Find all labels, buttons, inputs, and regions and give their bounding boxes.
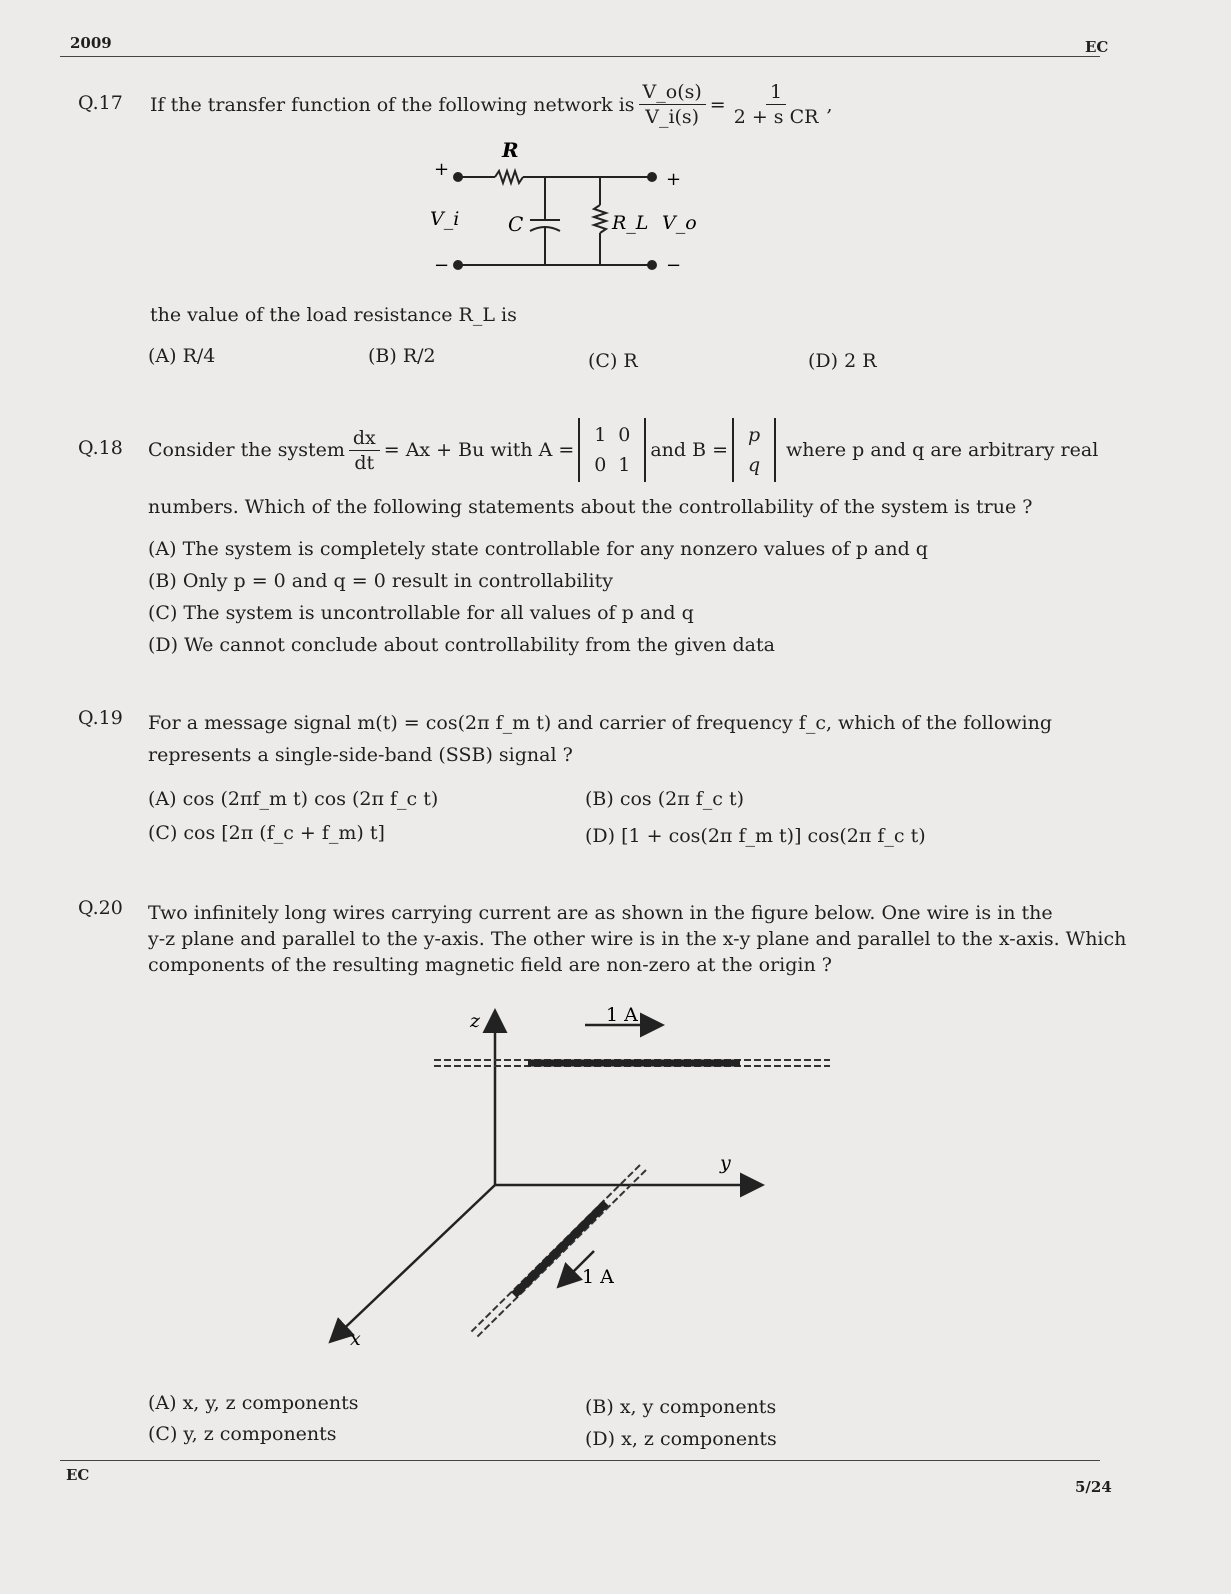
q17-tf-rhs (730, 80, 823, 129)
footer-rule (60, 1460, 1100, 1461)
q17-continuation: the value of the load resistance R_L is (150, 304, 517, 326)
q18-option-c: (C) The system is uncontrollable for all values of p and q (148, 602, 694, 624)
q18-deriv (349, 426, 380, 475)
q17-option-b: (B) R/2 (368, 345, 436, 367)
q18-stem-a: Consider the system (148, 439, 345, 461)
q20-option-d: (D) x, z components (585, 1428, 777, 1450)
q20-figure (310, 995, 850, 1365)
label-vo: V_o (662, 212, 697, 234)
q17-option-d: (D) 2 R (808, 350, 877, 372)
q17-stem: If the transfer function of the following network is $\frac{V\_o(s)}{V\_i(s)}$ = $\frac{1}{\text{2 + s CR}}$ , (150, 81, 833, 128)
q20-option-c: (C) y, z components (148, 1423, 337, 1445)
matrix-b-cell: q (747, 454, 761, 476)
q19-number: Q.19 (78, 707, 123, 729)
label-vi: V_i (430, 208, 460, 230)
matrix-a-cell: 1 (618, 454, 631, 476)
q18-stem (148, 418, 1098, 482)
header-rule (60, 56, 1100, 57)
q19-option-c: (C) cos [2π (f_c + f_m) t] (148, 822, 385, 844)
matrix-a-cell: 1 (594, 424, 607, 446)
q18-number: Q.18 (78, 437, 123, 459)
q18-deriv-num: dx (349, 426, 380, 451)
matrix-a-cell: 0 (618, 424, 631, 446)
q17-tf-rhs-num: 1 (766, 80, 786, 105)
header-year: 2009 (70, 34, 112, 52)
q17-circuit (420, 135, 700, 280)
matrix-b-cell: p (747, 424, 761, 446)
current-label-bottom: 1 A (582, 1266, 614, 1288)
q18-and-b: and B = (650, 439, 729, 461)
q17-tf-rhs-den: 2 + s CR (733, 106, 819, 128)
q18-stem-b: where p and q are arbitrary real (786, 439, 1099, 461)
q19-option-a: (A) cos (2πf_m t) cos (2π f_c t) (148, 788, 439, 810)
q20-option-a: (A) x, y, z components (148, 1392, 359, 1414)
terminal-out-plus (647, 172, 657, 182)
q18-eq: = Ax + Bu with A = (383, 439, 575, 461)
q19-option-b: (B) cos (2π f_c t) (585, 788, 744, 810)
q18-option-a: (A) The system is completely state controllable for any nonzero values of p and q (148, 538, 928, 560)
q18-stem-c: numbers. Which of the following statements about the controllability of the system is true ? (148, 496, 1033, 518)
current-label-top: 1 A (606, 1004, 638, 1026)
label-in-minus: − (434, 255, 450, 276)
label-out-plus: + (666, 169, 682, 190)
q20-stem-b: y-z plane and parallel to the y-axis. The other wire is in the x-y plane and parallel to the x-axis. Which (148, 928, 1127, 950)
q19-option-d: (D) [1 + cos(2π f_m t)] cos(2π f_c t) (585, 825, 926, 847)
matrix-a-cell: 0 (594, 454, 607, 476)
terminal-out-minus (647, 260, 657, 270)
q18-matrix-a (578, 418, 646, 482)
q20-stem-a: Two infinitely long wires carrying current are as shown in the figure below. One wire is in the (148, 902, 1053, 924)
q17-option-c: (C) R (588, 350, 638, 372)
q17-option-a: (A) R/4 (148, 345, 216, 367)
q18-option-d: (D) We cannot conclude about controllability from the given data (148, 634, 775, 656)
q17-number: Q.17 (78, 92, 123, 114)
x-label: x (350, 1328, 361, 1350)
q17-tf-den: V_i(s) (645, 106, 700, 128)
q17-tf-num: V_o(s) (639, 80, 706, 105)
q17-stem-text: If the transfer function of the following network is (150, 93, 635, 116)
resistor-r-icon (495, 171, 523, 183)
q18-matrix-b (732, 418, 776, 482)
label-c: C (508, 212, 524, 236)
header-code: EC (1085, 38, 1109, 56)
label-r: R (502, 138, 519, 162)
q19-stem-a: For a message signal m(t) = cos(2π f_m t) and carrier of frequency f_c, which of the following (148, 712, 1053, 734)
q17-tf-lhs (639, 80, 706, 129)
terminal-in-plus (453, 172, 463, 182)
label-out-minus: − (666, 255, 682, 276)
q20-number: Q.20 (78, 897, 123, 919)
resistor-rl-icon (594, 205, 606, 233)
q18-deriv-den: dt (354, 451, 375, 474)
y-label: y (720, 1152, 731, 1174)
q20-stem-c: components of the resulting magnetic field are non-zero at the origin ? (148, 954, 832, 976)
footer-code: EC (66, 1466, 90, 1484)
q19-stem-b: represents a single-side-band (SSB) signal ? (148, 744, 573, 766)
z-label: z (470, 1010, 481, 1032)
q18-option-b: (B) Only p = 0 and q = 0 result in controllability (148, 570, 613, 592)
footer-page: 5/24 (1075, 1478, 1112, 1496)
terminal-in-minus (453, 260, 463, 270)
x-axis (332, 1185, 495, 1340)
q20-option-b: (B) x, y components (585, 1396, 777, 1418)
label-rl: R_L (612, 212, 649, 234)
label-in-plus: + (434, 159, 450, 180)
